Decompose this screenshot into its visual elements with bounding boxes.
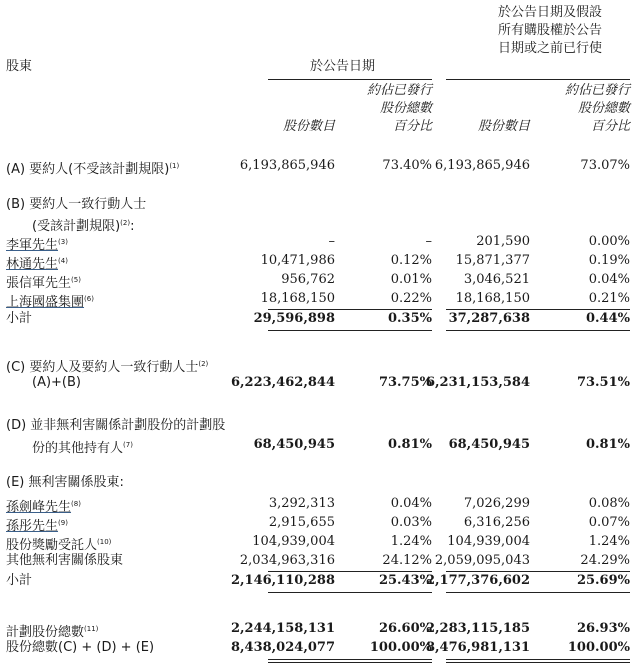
row-b2-pct-2: 0.19% [588, 253, 630, 268]
row-e3-shares-2: 104,939,004 [447, 534, 530, 549]
row-d-shares-2: 68,450,945 [448, 437, 530, 452]
row-e-subtotal-shares-2: 2,177,376,602 [425, 573, 530, 588]
e-subtotal-bottom-rule-1 [268, 592, 432, 593]
row-e1-label: 孫劍峰先生$^{(8)}$ [6, 500, 81, 515]
row-e-subtotal-shares-1: 2,146,110,288 [230, 573, 335, 588]
row-d-shares-1: 68,450,945 [253, 437, 335, 452]
row-b1-pct-2: 0.00% [588, 234, 630, 249]
grand-total-double-rule-1 [268, 659, 432, 663]
row-b3-label: 張信軍先生$^{(5)}$ [6, 276, 81, 291]
after-conversion-header-2: 所有購股權於公告 [497, 23, 602, 38]
row-b1-shares-2: 201,590 [476, 234, 530, 249]
pct-header-2: 百分比 [590, 119, 630, 134]
row-scheme-total-pct-2: 26.93% [576, 621, 630, 636]
row-scheme-total-label: 計劃股份總數$^{(11)}$ [6, 625, 99, 640]
row-e-subtotal-pct-1: 25.43% [378, 573, 432, 588]
row-grand-total-pct-2: 100.00% [567, 640, 630, 655]
row-d-label-1: (D) 並非無利害關係計劃股份的計劃股 [6, 418, 226, 433]
row-e2-pct-1: 0.03% [390, 515, 432, 530]
row-b3-shares-1: 956,762 [281, 272, 335, 287]
row-e4-pct-1: 24.12% [382, 553, 432, 568]
row-b1-label: 李軍先生$^{(3)}$ [6, 238, 68, 253]
row-c-label-1: (C) 要約人及要約人一致行動人士$^{(2)}$ [6, 360, 209, 375]
row-d-label-2: 份的其他持有人$^{(7)}$ [32, 441, 133, 456]
row-b3-shares-2: 3,046,521 [463, 272, 530, 287]
row-b-subtotal-pct-2: 0.44% [585, 311, 630, 326]
row-b2-shares-1: 10,471,986 [260, 253, 335, 268]
grand-total-double-rule-2 [446, 659, 630, 663]
row-b1-shares-1: – [328, 234, 335, 249]
row-e-subtotal-pct-2: 25.69% [576, 573, 630, 588]
row-b4-shares-2: 18,168,150 [455, 291, 530, 306]
row-grand-total-pct-1: 100.00% [369, 640, 432, 655]
approx-pct-header-2a: 約佔已發行 [564, 83, 630, 98]
row-e4-shares-2: 2,059,095,043 [434, 553, 530, 568]
row-b4-label: 上海國盛集團$^{(6)}$ [6, 295, 94, 310]
row-e3-label: 股份獎勵受託人$^{(10)}$ [6, 538, 112, 553]
row-scheme-total-shares-1: 2,244,158,131 [230, 621, 335, 636]
row-grand-total-label: 股份總數(C) + (D) + (E) [6, 640, 155, 655]
row-b-subtotal-shares-1: 29,596,898 [253, 311, 335, 326]
row-b-title-2: (受該計劃規限)$^{(2)}$: [32, 219, 135, 234]
row-e2-shares-1: 2,915,655 [268, 515, 335, 530]
row-a-shares-1: 6,193,865,946 [239, 158, 335, 173]
row-c-pct-2: 73.51% [576, 375, 630, 390]
row-b2-shares-2: 15,871,377 [455, 253, 530, 268]
row-e2-shares-2: 6,316,256 [463, 515, 530, 530]
row-b4-shares-1: 18,168,150 [260, 291, 335, 306]
row-e1-shares-2: 7,026,299 [463, 496, 530, 511]
row-scheme-total-shares-2: 2,283,115,185 [425, 621, 530, 636]
row-scheme-total-pct-1: 26.60% [378, 621, 432, 636]
row-c-pct-1: 73.75% [378, 375, 432, 390]
row-b-title-1: (B) 要約人一致行動人士 [6, 197, 147, 212]
row-grand-total-shares-2: 8,476,981,131 [425, 640, 530, 655]
row-e3-pct-2: 1.24% [588, 534, 630, 549]
row-a-pct-1: 73.40% [382, 158, 432, 173]
row-c-shares-2: 6,231,153,584 [425, 375, 530, 390]
row-e3-shares-1: 104,939,004 [252, 534, 335, 549]
row-b-subtotal-shares-2: 37,287,638 [448, 311, 530, 326]
row-e4-label: 其他無利害關係股東 [6, 553, 124, 568]
row-b1-pct-1: – [425, 234, 432, 249]
row-e2-label: 孫彤先生$^{(9)}$ [6, 519, 68, 534]
row-c-label-2: (A)+(B) [32, 375, 81, 390]
row-b2-pct-1: 0.12% [390, 253, 432, 268]
num-shares-header-1: 股份數目 [282, 119, 335, 134]
row-b4-pct-1: 0.22% [390, 291, 432, 306]
as-at-date-header: 於公告日期 [310, 59, 376, 74]
num-shares-header-2: 股份數目 [477, 119, 530, 134]
after-conversion-header-3: 日期或之前已行使 [497, 41, 602, 56]
row-b-subtotal-label: 小計 [6, 311, 33, 326]
row-d-pct-2: 0.81% [585, 437, 630, 452]
row-c-shares-1: 6,223,462,844 [230, 375, 335, 390]
header-rule-2 [446, 79, 630, 80]
row-b3-pct-2: 0.04% [588, 272, 630, 287]
row-e1-shares-1: 3,292,313 [268, 496, 335, 511]
row-b4-pct-2: 0.21% [588, 291, 630, 306]
row-a-label: (A) 要約人(不受該計劃規限)$^{(1)}$ [6, 162, 180, 177]
row-e4-shares-1: 2,034,963,316 [239, 553, 335, 568]
row-e1-pct-1: 0.04% [390, 496, 432, 511]
b-subtotal-bottom-rule-1 [268, 330, 432, 331]
approx-pct-header-2b: 股份總數 [577, 101, 630, 116]
row-e-subtotal-label: 小計 [6, 573, 33, 588]
row-b3-pct-1: 0.01% [390, 272, 432, 287]
row-grand-total-shares-1: 8,438,024,077 [230, 640, 335, 655]
row-e2-pct-2: 0.07% [588, 515, 630, 530]
e-subtotal-bottom-rule-2 [446, 592, 630, 593]
approx-pct-header-1a: 約佔已發行 [366, 83, 432, 98]
row-b2-label: 林通先生$^{(4)}$ [6, 257, 68, 272]
row-b-subtotal-pct-1: 0.35% [387, 311, 432, 326]
pct-header-1: 百分比 [392, 119, 432, 134]
after-conversion-header-1: 於公告日期及假設 [497, 5, 602, 20]
header-rule-1 [268, 79, 432, 80]
approx-pct-header-1b: 股份總數 [379, 101, 432, 116]
shareholders-header: 股東 [6, 59, 33, 74]
row-d-pct-1: 0.81% [387, 437, 432, 452]
row-e4-pct-2: 24.29% [580, 553, 630, 568]
b-subtotal-bottom-rule-2 [446, 330, 630, 331]
row-e1-pct-2: 0.08% [588, 496, 630, 511]
row-a-pct-2: 73.07% [580, 158, 630, 173]
row-a-shares-2: 6,193,865,946 [434, 158, 530, 173]
row-e-title: (E) 無利害關係股東: [6, 475, 124, 490]
row-e3-pct-1: 1.24% [390, 534, 432, 549]
